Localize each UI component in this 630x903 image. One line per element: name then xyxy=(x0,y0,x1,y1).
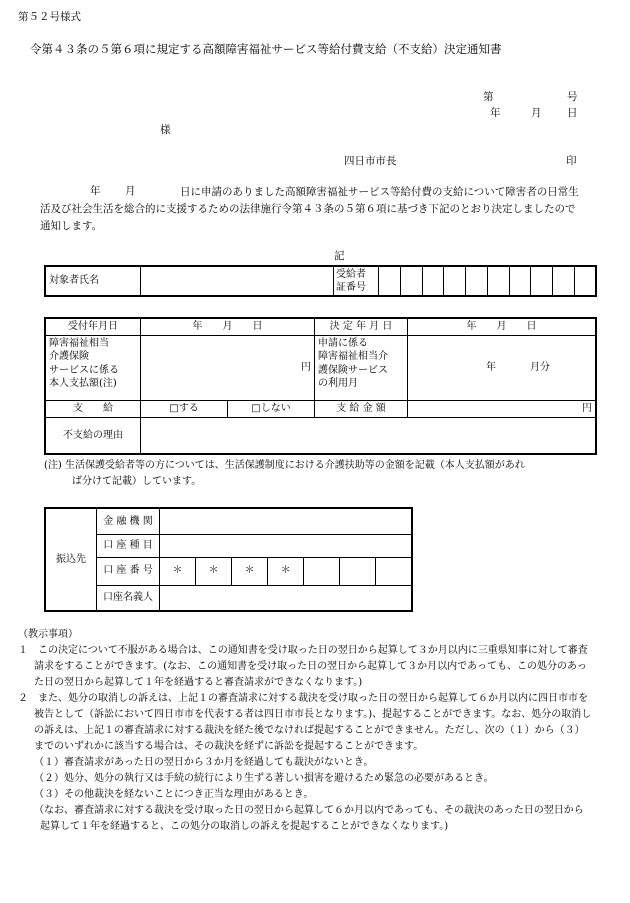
doc-number-prefix: 第 xyxy=(483,91,494,103)
instruction-sub-3: （３）その他裁決を経ないことにつき正当な理由があるとき。 xyxy=(34,789,314,800)
addressee-honorific: 様 xyxy=(160,124,171,136)
account-digit[interactable] xyxy=(376,557,412,585)
sender-name: 四日市市長 xyxy=(344,155,397,167)
cert-digit[interactable] xyxy=(487,266,509,296)
account-type-label: 口 座 種 目 xyxy=(97,534,160,557)
usage-year-unit: 年 xyxy=(486,361,496,373)
payment-amount-label: 支 給 金 額 xyxy=(315,400,408,417)
cert-digit[interactable] xyxy=(553,266,575,296)
date-day: 日 xyxy=(567,107,578,119)
applicant-table xyxy=(44,265,597,297)
document-title: 令第４３条の５第６項に規定する高額障害福祉サービス等給付費支給（不支給）決定通知書 xyxy=(30,42,502,56)
cert-digit[interactable] xyxy=(400,266,422,296)
cert-digit[interactable] xyxy=(422,266,444,296)
payment-label: 支 給 xyxy=(45,400,141,417)
ki-heading: 記 xyxy=(334,250,345,262)
instruction-item-2: ２ また、処分の取消しの訴えは、上記１の審査請求に対する裁決を受け取った日の翌日から起算して６か月以内に四日市市を被告として（訴訟において四日市市を代表する者は四日市市長となります。)、提起することができます。なお、処分の取消しの訴えは、上記１の審査請求に対する裁決を経た後でなければ提起することができません。ただし、次の（１）から（３）までのいずれかに該当する場合は、その裁決を経ずに訴訟を提起することができます。 xyxy=(18,693,592,752)
non-payment-reason-label: 不支給の理由 xyxy=(45,417,141,454)
bank-name-cell[interactable] xyxy=(160,508,413,534)
certificate-label: 受給者 証番号 xyxy=(334,266,379,296)
account-digit[interactable]: ＊ xyxy=(160,557,196,585)
instruction-sub-2: （２）処分、処分の執行又は手続の続行により生ずる著しい損害を避けるため緊急の必要があるとき。 xyxy=(34,773,494,784)
doc-number-suffix: 号 xyxy=(567,91,578,103)
date-month: 月 xyxy=(531,107,542,119)
account-holder-cell[interactable] xyxy=(160,585,413,611)
account-type-cell[interactable] xyxy=(160,534,413,557)
cert-digit[interactable] xyxy=(509,266,531,296)
cert-digit[interactable] xyxy=(444,266,466,296)
self-payment-label: 障害福祉相当 介護保険 サービスに係る 本人支払額(注) xyxy=(45,335,141,400)
decision-table xyxy=(44,317,597,455)
instructions xyxy=(18,627,593,835)
payment-yes-checkbox[interactable]: □する xyxy=(141,400,228,417)
body-year: 年 xyxy=(90,185,101,197)
cert-digit[interactable] xyxy=(379,266,401,296)
body-paragraph: 日に申請のありました高額障害福祉サービス等給付費の支給について障害者の日常生活及び社会生活を総合的に支援するための法律施行令第４３条の５第６項に基づき下記のとおり決定しましたので通知します。 xyxy=(40,186,579,232)
body-month: 月 xyxy=(125,185,136,197)
account-digit[interactable]: ＊ xyxy=(268,557,304,585)
applicant-name-label: 対象者氏名 xyxy=(45,266,141,296)
bank-name-label: 金 融 機 関 xyxy=(97,508,160,534)
decision-date-label: 決 定 年 月 日 xyxy=(315,318,408,335)
instruction-closing: （なお、審査請求に対する裁決を受け取った日の翌日から起算して６か月以内であっても、その裁決のあった日の翌日から起算して１年を経過すると、この処分の取消しの訴えを提起することができなくなります。) xyxy=(34,805,584,832)
payment-amount-value[interactable]: 円 xyxy=(408,400,597,417)
received-date-value[interactable]: 年 月 日 xyxy=(141,318,315,335)
account-digit[interactable] xyxy=(304,557,340,585)
account-digit[interactable]: ＊ xyxy=(196,557,232,585)
bank-transfer-table xyxy=(44,507,413,612)
account-holder-label: 口座名義人 xyxy=(97,585,160,611)
date-year: 年 xyxy=(490,107,501,119)
instructions-heading: （教示事項） xyxy=(18,629,78,640)
cert-digit[interactable] xyxy=(574,266,596,296)
instruction-item-1: １ この決定について不服がある場合は、この通知書を受け取った日の翌日から起算して３か月以内に三重県知事に対して審査請求をすることができます。(なお、この通知書を受け取った日の翌日から起算して３か月以内であっても、この処分のあった日の翌日から起算して１年を経過すると審査請求ができなくなります。) xyxy=(18,645,588,688)
decision-date-value[interactable]: 年 月 日 xyxy=(408,318,597,335)
note-line-1: (注) 生活保護受給者等の方については、生活保護制度における介護扶助等の金額を記載（本人支払額があれ xyxy=(44,460,525,471)
usage-month-unit: 月分 xyxy=(530,361,550,373)
cert-digit[interactable] xyxy=(466,266,488,296)
account-number-label: 口 座 番 号 xyxy=(97,557,160,585)
account-digit[interactable]: ＊ xyxy=(232,557,268,585)
seal-mark: 印 xyxy=(566,155,577,167)
received-date-label: 受付年月日 xyxy=(45,318,141,335)
form-number: 第５２号様式 xyxy=(18,11,81,23)
usage-month-label: 申請に係る 障害福祉相当介 護保険サービス の利用月 xyxy=(315,335,408,400)
instruction-sub-1: （１）審査請求があった日の翌日から３か月を経過しても裁決がないとき。 xyxy=(34,757,374,768)
cert-digit[interactable] xyxy=(531,266,553,296)
non-payment-reason-value[interactable] xyxy=(141,417,597,454)
payment-no-checkbox[interactable]: □しない xyxy=(228,400,315,417)
self-payment-value[interactable]: 円 xyxy=(141,335,315,400)
note-line-2: ば分けて記載）しています。 xyxy=(72,476,202,487)
account-digit[interactable] xyxy=(340,557,376,585)
usage-month-value[interactable] xyxy=(408,335,597,400)
applicant-name-cell[interactable] xyxy=(141,266,334,296)
transfer-label: 振込先 xyxy=(45,508,97,611)
